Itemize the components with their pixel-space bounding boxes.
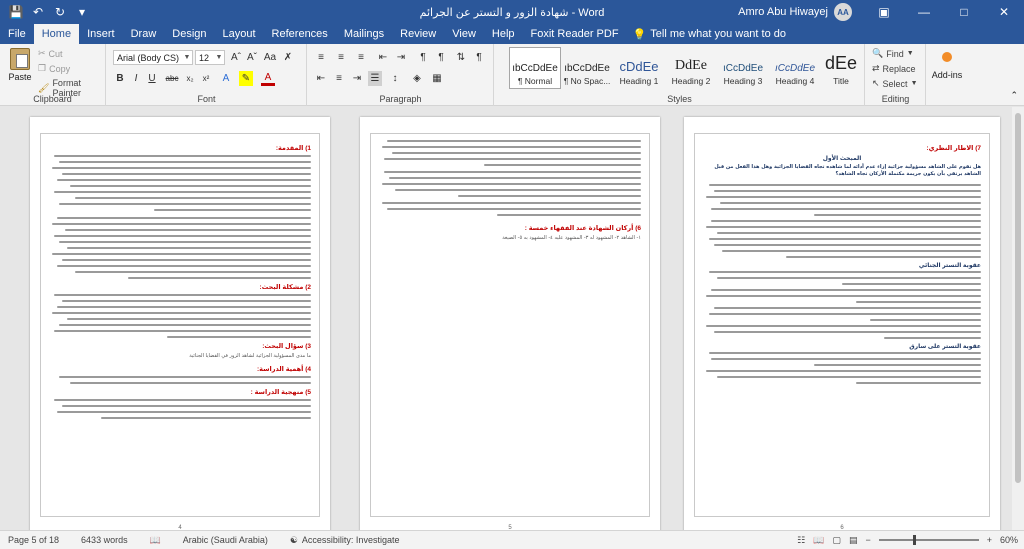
clipboard-group: [0, 44, 106, 106]
clipboard-group-label: Clipboard: [33, 94, 72, 104]
paragraph-group: [308, 44, 494, 106]
tab-references[interactable]: References: [271, 28, 328, 40]
superscript-icon[interactable]: x²: [202, 74, 210, 83]
paste-icon: [10, 48, 30, 70]
subheading: عقوبة التستر الجنائي: [918, 263, 981, 269]
align-right-icon[interactable]: ⇥: [352, 73, 362, 84]
redo-icon[interactable]: ↻: [54, 5, 66, 19]
section-heading: 6) أركان الشهادة عند الفقهاء خمسة :: [524, 225, 641, 232]
body-text: [49, 399, 311, 419]
font-color-icon[interactable]: A: [261, 71, 275, 86]
tab-mailings[interactable]: Mailings: [343, 28, 385, 40]
addins-label: Add-ins: [931, 70, 963, 80]
search-icon: 🔍: [872, 48, 884, 58]
lightbulb-icon: 💡: [632, 28, 647, 41]
subheading: عقوبة التستر على سارق: [909, 344, 981, 350]
style-normal[interactable]: [509, 47, 561, 89]
section-heading: 3) سؤال البحث:: [262, 343, 311, 350]
body-text: [379, 171, 641, 197]
page-number: 6: [840, 525, 844, 530]
page-middle[interactable]: [360, 117, 660, 530]
style-preview: ıCcDdEe: [774, 63, 815, 74]
style-label: Title: [833, 76, 849, 86]
vertical-scrollbar[interactable]: [1012, 107, 1024, 530]
style-label: Heading 1: [619, 76, 659, 86]
page-left[interactable]: [30, 117, 330, 530]
body-text: [703, 325, 981, 339]
cursor-icon: ↖: [872, 78, 880, 88]
web-layout-icon[interactable]: ▤: [848, 534, 858, 545]
style-heading-1[interactable]: [613, 47, 665, 89]
minimize-icon[interactable]: —: [918, 5, 930, 19]
page-content: [370, 133, 650, 517]
paste-button[interactable]: [6, 48, 34, 82]
tab-foxit-reader-pdf[interactable]: Foxit Reader PDF: [530, 28, 619, 40]
chevron-down-icon: ▼: [183, 54, 191, 61]
page-right[interactable]: [684, 117, 1000, 530]
paintbrush-icon: 🖌: [38, 82, 50, 93]
body-text: [49, 155, 311, 211]
tab-view[interactable]: View: [452, 28, 476, 40]
avatar[interactable]: AA: [834, 3, 852, 21]
style-label: Heading 2: [671, 76, 711, 86]
change-case-icon[interactable]: Aa: [263, 52, 277, 63]
collapse-ribbon-icon[interactable]: ⌃: [1010, 90, 1018, 100]
line-spacing-icon[interactable]: ↕: [392, 73, 398, 84]
font-size-value: 12: [199, 52, 210, 63]
close-icon[interactable]: ✕: [998, 5, 1010, 19]
accessibility-button[interactable]: [290, 535, 400, 546]
tab-layout[interactable]: Layout: [222, 28, 256, 40]
cut-label: Cut: [48, 48, 63, 59]
section-heading: 2) مشكلة البحث:: [259, 284, 311, 291]
page-number: 5: [508, 525, 512, 530]
font-group-label: Font: [197, 94, 216, 104]
strikethrough-icon[interactable]: abc: [165, 74, 179, 83]
font-group: [107, 44, 307, 106]
align-left-icon[interactable]: ⇤: [316, 73, 326, 84]
read-mode-icon[interactable]: 📖: [813, 534, 825, 545]
cut-button[interactable]: [38, 48, 63, 59]
find-button[interactable]: [872, 48, 914, 59]
styles-group-label: Styles: [667, 94, 692, 104]
body-text: [49, 376, 311, 384]
copy-icon: ❐: [38, 63, 47, 73]
body-text: [703, 370, 981, 384]
language-indicator[interactable]: Arabic (Saudi Arabia): [182, 535, 268, 545]
zoom-out-icon[interactable]: −: [865, 535, 871, 545]
style-no-spacing[interactable]: [561, 47, 613, 89]
style-title[interactable]: [821, 47, 861, 89]
body-text: [379, 140, 641, 166]
style-preview: ıbCcDdEe: [512, 63, 558, 74]
addins-group: [927, 44, 967, 106]
elements-list: ١- الشاهد ٢- المشهود له ٣- المشهود عليه ٤- المشهود به ٥- الصيغة: [502, 235, 641, 241]
section-heading: 4) أهمية الدراسة:: [257, 366, 311, 373]
subscript-icon[interactable]: x₂: [186, 74, 194, 83]
zoom-slider[interactable]: [879, 539, 979, 541]
style-label: Heading 3: [723, 76, 763, 86]
bold-icon[interactable]: B: [116, 73, 124, 84]
editing-group-label: Editing: [881, 94, 910, 104]
underline-icon[interactable]: U: [148, 73, 156, 84]
page-number: 4: [178, 525, 182, 530]
select-label: Select: [882, 78, 908, 89]
style-heading-2[interactable]: [665, 47, 717, 89]
tab-help[interactable]: Help: [491, 28, 515, 40]
justify-icon[interactable]: ☰: [368, 71, 382, 86]
font-name-select[interactable]: [113, 50, 193, 65]
accessibility-label: Accessibility: Investigate: [301, 535, 400, 545]
ltr-icon[interactable]: ¶: [420, 52, 426, 63]
page-content: [40, 133, 320, 517]
tab-file[interactable]: File: [8, 28, 26, 40]
body-text: [703, 271, 981, 285]
addins-icon: [942, 52, 952, 62]
style-preview: cDdEe: [619, 59, 659, 74]
copy-label: Copy: [49, 63, 71, 74]
zoom-in-icon[interactable]: +: [986, 535, 992, 545]
maximize-icon[interactable]: □: [960, 5, 968, 19]
tab-home[interactable]: Home: [34, 24, 79, 44]
section-heading: 7) الاطار النظري:: [926, 145, 981, 152]
zoom-level[interactable]: 60%: [999, 535, 1018, 545]
replace-button[interactable]: [872, 63, 916, 74]
replace-label: Replace: [882, 63, 916, 74]
status-bar: [0, 530, 1024, 549]
style-label: ¶ No Spac...: [563, 76, 611, 86]
focus-icon[interactable]: ☷: [797, 534, 806, 545]
ribbon-tabs: [0, 24, 1024, 44]
paste-label: Paste: [8, 72, 32, 82]
style-heading-3[interactable]: [717, 47, 769, 89]
shading-icon[interactable]: ◈: [413, 73, 421, 84]
numbering-icon[interactable]: ≡: [338, 52, 344, 63]
style-label: ¶ Normal: [517, 76, 553, 86]
borders-icon[interactable]: ▦: [432, 73, 442, 84]
select-button[interactable]: [872, 78, 918, 89]
increase-indent-icon[interactable]: ⇥: [396, 52, 406, 63]
style-heading-4[interactable]: [769, 47, 821, 89]
find-label: Find: [886, 48, 904, 59]
undo-icon[interactable]: ↶: [32, 5, 44, 19]
research-question-text: ما مدى المسؤولية الجزائية لشاهد الزور في القضايا الجنائية: [189, 353, 311, 359]
tab-design[interactable]: Design: [172, 28, 207, 40]
paragraph-group-label: Paragraph: [379, 94, 422, 104]
tell-me-box[interactable]: [633, 24, 786, 44]
body-text: [49, 217, 311, 279]
italic-icon[interactable]: I: [134, 73, 138, 84]
addins-button[interactable]: [931, 52, 963, 80]
tab-draw[interactable]: Draw: [130, 28, 157, 40]
chevron-down-icon: ▼: [906, 50, 914, 57]
body-text: [379, 202, 641, 216]
user-name[interactable]: Amro Abu Hiwayej: [738, 6, 828, 18]
word-count[interactable]: 6433 words: [81, 535, 128, 545]
body-text: [703, 220, 981, 258]
format-painter-label: Format Painter: [52, 78, 81, 98]
body-text: [703, 352, 981, 366]
ribbon: [0, 44, 1024, 106]
scrollbar-thumb[interactable]: [1015, 113, 1021, 483]
copy-button[interactable]: [38, 63, 70, 74]
section-heading: 5) منهجية الدراسة :: [250, 389, 311, 396]
highlight-icon[interactable]: ✎: [239, 71, 253, 86]
intro-question: هل تقوم على الشاهد مسؤولية جزائية إزاء عدم أدائه لما شاهده تجاه القضايا الجزائية وهل هذا الفعل من قبل الشاهد يرتقي بأن يكون جريمة مكتملة الأركان تجاه الشاهد؟: [714, 164, 981, 177]
document-area[interactable]: [0, 107, 1024, 530]
grow-font-icon[interactable]: Aˆ: [231, 52, 241, 63]
page-content: [694, 133, 990, 517]
subheading: المبحث الأول: [822, 156, 862, 162]
page-count[interactable]: Page 5 of 18: [8, 535, 60, 545]
body-text: [703, 289, 981, 303]
decrease-indent-icon[interactable]: ⇤: [378, 52, 388, 63]
replace-icon: ⇄: [872, 63, 880, 73]
tab-insert[interactable]: Insert: [87, 28, 115, 40]
zoom-slider-knob[interactable]: [913, 535, 916, 545]
chevron-down-icon: ▼: [215, 54, 223, 61]
chevron-down-icon: ▼: [910, 80, 918, 87]
ribbon-display-options-icon[interactable]: ▣: [878, 5, 890, 19]
customize-quick-access-icon[interactable]: ▾: [78, 5, 86, 19]
font-size-select[interactable]: [195, 50, 225, 65]
style-preview: ıCcDdEe: [722, 63, 763, 74]
bullets-icon[interactable]: ≡: [318, 52, 324, 63]
style-preview: ıbCcDdEe: [564, 63, 610, 74]
accessibility-icon: ☯: [289, 534, 298, 545]
styles-group: [495, 44, 865, 106]
style-preview: DdEe: [675, 58, 707, 73]
rtl-icon[interactable]: ¶: [438, 52, 444, 63]
save-icon[interactable]: 💾: [8, 5, 24, 19]
font-name-value: Arial (Body CS): [117, 52, 180, 63]
tell-me-text: Tell me what you want to do: [650, 28, 787, 40]
proofing-icon[interactable]: 📖: [149, 534, 161, 545]
body-text: [703, 184, 981, 216]
scissors-icon: ✂: [38, 48, 46, 58]
show-formatting-icon[interactable]: ¶: [476, 52, 482, 63]
multilevel-list-icon[interactable]: ≡: [358, 52, 364, 63]
print-layout-icon[interactable]: ▢: [832, 534, 841, 545]
body-text: [49, 294, 311, 338]
title-bar: [0, 0, 1024, 24]
clear-formatting-icon[interactable]: ✗: [283, 52, 293, 63]
body-text: [703, 307, 981, 321]
editing-group: [866, 44, 926, 106]
style-preview: dEe: [824, 53, 858, 73]
sort-icon[interactable]: ⇅: [456, 52, 466, 63]
document-title: شهادة الزور و التستر عن الجرائم - Word: [419, 6, 605, 19]
shrink-font-icon[interactable]: Aˇ: [247, 52, 257, 63]
style-label: Heading 4: [775, 76, 815, 86]
tab-review[interactable]: Review: [400, 28, 437, 40]
align-center-icon[interactable]: ≡: [336, 73, 342, 84]
text-effects-icon[interactable]: A: [222, 73, 230, 84]
section-heading: 1) المقدمة:: [275, 145, 311, 152]
